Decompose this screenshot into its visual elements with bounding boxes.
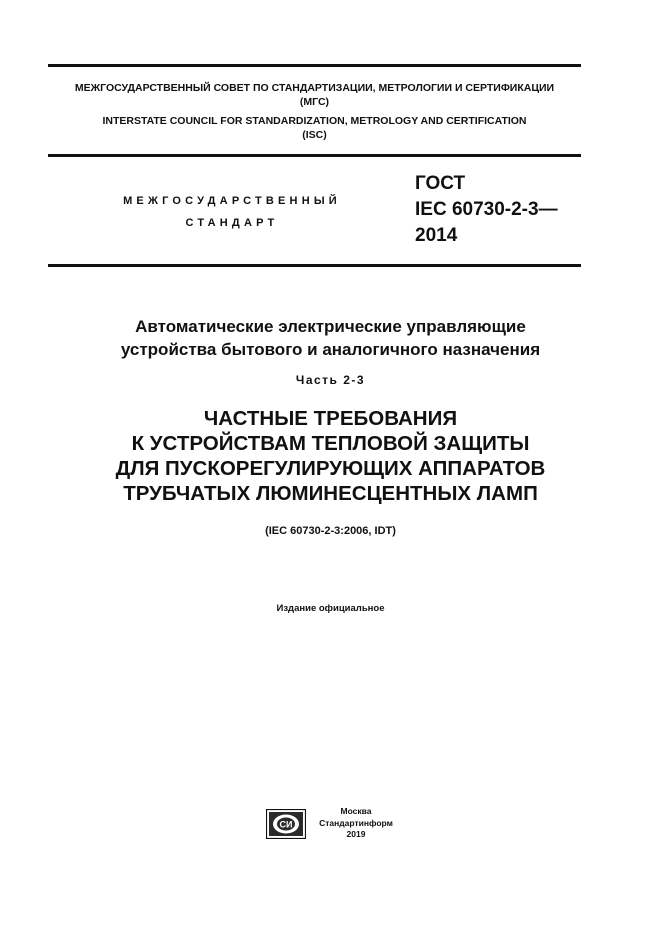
gost-designation [415,171,558,249]
designation-rule [48,264,581,267]
part-title-line4: ТРУБЧАТЫХ ЛЮМИНЕСЦЕНТНЫХ ЛАМП [123,482,538,505]
part-title-line3: ДЛЯ ПУСКОРЕГУЛИРУЮЩИХ АППАРАТОВ [115,457,546,480]
gost-year: 2014 [415,225,458,246]
publisher-year: 2019 [346,829,366,839]
part-title-line2: К УСТРОЙСТВАМ ТЕПЛОВОЙ ЗАЩИТЫ [131,432,530,455]
part-title [40,406,621,506]
standartinform-logo-icon [266,809,306,839]
standard-type-line1: МЕЖГОСУДАРСТВЕННЫЙ [123,195,341,207]
title-line2: устройства бытового и аналогичного назначения [120,340,541,359]
publisher-name: Стандартинформ [319,817,393,828]
council-en-abbr: (ISC) [302,129,327,141]
council-ru-name: МЕЖГОСУДАРСТВЕННЫЙ СОВЕТ ПО СТАНДАРТИЗАЦИИ, МЕТРОЛОГИИ И СЕРТИФИКАЦИИ [74,82,555,94]
council-en-name: INTERSTATE COUNCIL FOR STANDARDIZATION, METROLOGY AND CERTIFICATION [102,115,527,127]
council-ru-abbr: (МГС) [299,96,330,108]
gost-number: IEC 60730-2-3— [415,199,558,220]
council-header [48,81,581,142]
iec-reference: (IEC 60730-2-3:2006, IDT) [265,525,396,537]
header-rule [48,154,581,157]
logo-lettering: СИ [279,819,293,830]
standard-type [96,190,368,234]
edition-label: Издание официальное [276,603,385,614]
part-label: Часть 2-3 [295,373,366,387]
publisher-city: Москва [340,806,372,816]
title-line1: Автоматические электрические управляющие [135,317,526,336]
part-title-line1: ЧАСТНЫЕ ТРЕБОВАНИЯ [203,407,458,430]
standard-type-line2: СТАНДАРТ [185,217,279,229]
document-title [40,315,621,361]
gost-label: ГОСТ [415,173,466,194]
publisher-info [308,806,404,841]
top-rule [48,64,581,67]
standartinform-logo [266,809,306,839]
